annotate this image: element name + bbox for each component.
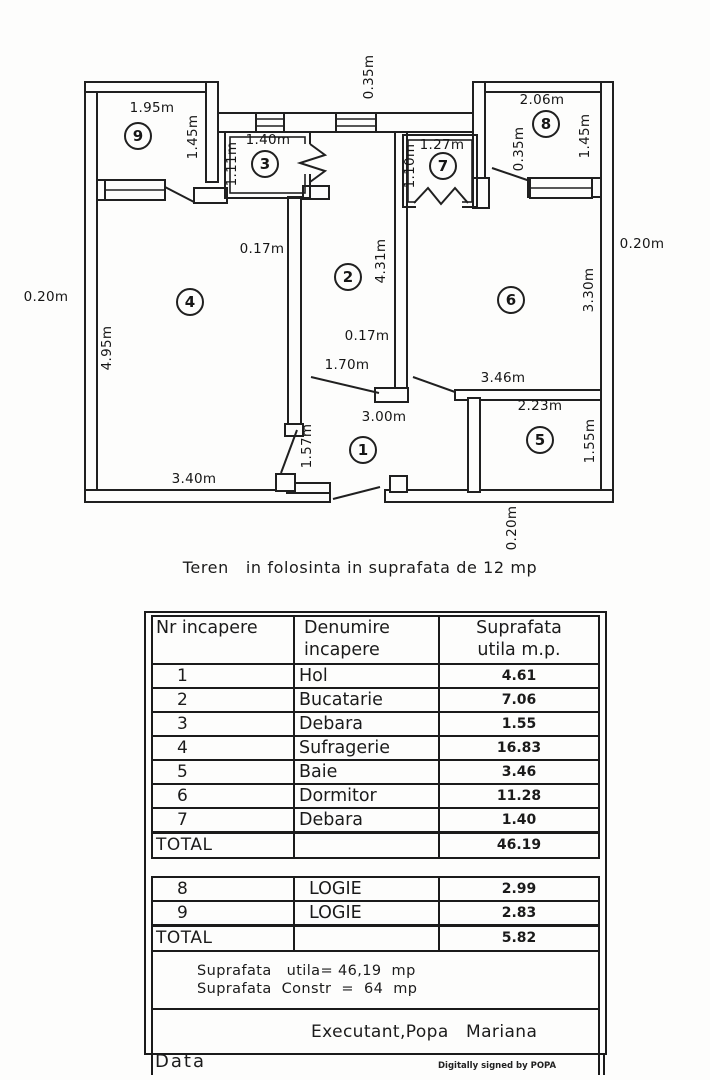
dimension-label: 0.35m — [361, 54, 377, 100]
dimension-label: 4.31m — [373, 238, 389, 284]
areas-table-main — [151, 615, 600, 859]
dimension-label: 0.35m — [511, 126, 527, 172]
dimension-label: 3.00m — [361, 409, 407, 425]
room-nr-cell: 8 — [177, 879, 188, 899]
table-row — [153, 687, 598, 711]
dimension-label: 1.95m — [129, 100, 175, 116]
dimension-label: 2.23m — [517, 398, 563, 414]
dimension-label: 1.11m — [224, 141, 240, 187]
header-suprafata-utila — [438, 617, 598, 663]
room-number — [350, 437, 376, 463]
total-value: 5.82 — [438, 927, 598, 950]
dimension-label: 4.95m — [99, 325, 115, 371]
dimension-label: 0.20m — [23, 289, 69, 305]
table-row — [153, 711, 598, 735]
svg-text:6: 6 — [505, 291, 517, 309]
table-row — [153, 876, 598, 900]
room-number — [527, 427, 553, 453]
dimension-label: 1.40m — [245, 132, 291, 148]
plan-caption: Teren in folosinta in suprafata de 12 mp — [182, 558, 538, 577]
room-area-cell: 1.55 — [438, 713, 598, 735]
header-denumire-line2: incapere — [304, 640, 380, 660]
table-row — [153, 783, 598, 807]
room-nr-cell: 1 — [177, 666, 188, 686]
areas-table-logie — [151, 876, 600, 952]
table-row — [153, 900, 598, 924]
room-number — [125, 123, 151, 149]
svg-text:1: 1 — [357, 441, 369, 459]
room-number — [177, 289, 203, 315]
svg-text:2: 2 — [342, 268, 354, 286]
total-value: 46.19 — [438, 834, 598, 857]
data-label: Data — [155, 1051, 206, 1072]
table-row — [153, 663, 598, 687]
dimension-label: 1.10m — [402, 143, 418, 189]
room-name-cell: Debara — [293, 713, 438, 735]
room-area-cell: 4.61 — [438, 665, 598, 687]
room-number — [430, 153, 456, 179]
header-denumire-line1: Denumire — [304, 618, 390, 638]
room-nr-cell: 4 — [177, 738, 188, 758]
room-name-cell: Sufragerie — [293, 737, 438, 759]
room-area-cell: 2.99 — [438, 878, 598, 900]
summary-suprafata-utila: Suprafata utila= 46,19 mp — [197, 963, 416, 979]
room-name-cell: LOGIE — [293, 878, 438, 900]
dimension-label: 1.57m — [299, 423, 315, 469]
digital-signature-text: Digitally signed by POPA — [438, 1061, 557, 1071]
room-name-cell: Hol — [293, 665, 438, 687]
summary-box — [151, 950, 600, 1010]
svg-text:4: 4 — [184, 293, 196, 311]
areas-table-frame — [144, 611, 607, 1072]
room-name-cell: Dormitor — [293, 785, 438, 807]
table-row — [153, 735, 598, 759]
total-label: TOTAL — [156, 928, 213, 948]
room-number — [252, 151, 278, 177]
room-nr-cell: 6 — [177, 786, 188, 806]
room-nr-cell: 2 — [177, 690, 188, 710]
dimension-label: 1.70m — [324, 357, 370, 373]
table-section-gap — [151, 859, 600, 876]
room-name-cell: LOGIE — [293, 902, 438, 924]
table-rows-main — [153, 663, 598, 831]
dimension-label: 0.17m — [239, 241, 285, 257]
dimension-label: 1.55m — [582, 418, 598, 464]
room-area-cell: 16.83 — [438, 737, 598, 759]
room-nr-cell: 9 — [177, 903, 188, 923]
total-label: TOTAL — [156, 835, 213, 855]
dimension-label: 3.40m — [171, 471, 217, 487]
dimension-label: 1.45m — [185, 114, 201, 160]
signature-box — [151, 1008, 600, 1075]
room-numbers — [125, 111, 559, 463]
signature-divider — [603, 1053, 605, 1075]
table-rows-logie — [153, 876, 598, 924]
total-row-main — [153, 831, 598, 857]
dimension-label: 3.30m — [581, 267, 597, 313]
table-row — [153, 807, 598, 831]
dimension-label: 1.45m — [577, 113, 593, 159]
room-area-cell: 7.06 — [438, 689, 598, 711]
svg-text:8: 8 — [540, 115, 552, 133]
dimension-label: 0.20m — [504, 505, 520, 551]
room-name-cell: Bucatarie — [293, 689, 438, 711]
room-area-cell: 2.83 — [438, 902, 598, 924]
header-nr-incapere: Nr incapere — [156, 618, 258, 638]
executant-line: Executant,Popa Mariana — [311, 1022, 538, 1042]
room-nr-cell: 5 — [177, 762, 188, 782]
room-area-cell: 3.46 — [438, 761, 598, 783]
svg-text:3: 3 — [259, 155, 271, 173]
room-number — [498, 287, 524, 313]
svg-text:7: 7 — [437, 157, 449, 175]
total-row-logie — [153, 924, 598, 950]
summary-suprafata-constr: Suprafata Constr = 64 mp — [197, 981, 418, 997]
dimension-label: 2.06m — [519, 92, 565, 108]
dimension-label: 1.27m — [419, 137, 465, 153]
header-denumire-incapere — [293, 617, 438, 663]
svg-text:9: 9 — [132, 127, 144, 145]
room-number — [335, 264, 361, 290]
room-nr-cell: 3 — [177, 714, 188, 734]
total-empty-cell — [293, 834, 438, 857]
room-nr-cell: 7 — [177, 810, 188, 830]
dimension-label: 0.20m — [619, 236, 665, 252]
dimension-label: 3.46m — [480, 370, 526, 386]
room-number — [533, 111, 559, 137]
dimension-label: 0.17m — [344, 328, 390, 344]
room-area-cell: 11.28 — [438, 785, 598, 807]
svg-text:5: 5 — [534, 431, 546, 449]
total-empty-cell — [293, 927, 438, 950]
room-area-cell: 1.40 — [438, 809, 598, 831]
header-suprafata-line2: utila m.p. — [477, 640, 561, 660]
table-row — [153, 759, 598, 783]
room-name-cell: Debara — [293, 809, 438, 831]
room-name-cell: Baie — [293, 761, 438, 783]
header-suprafata-line1: Suprafata — [476, 618, 562, 638]
table-header-row — [153, 617, 598, 663]
